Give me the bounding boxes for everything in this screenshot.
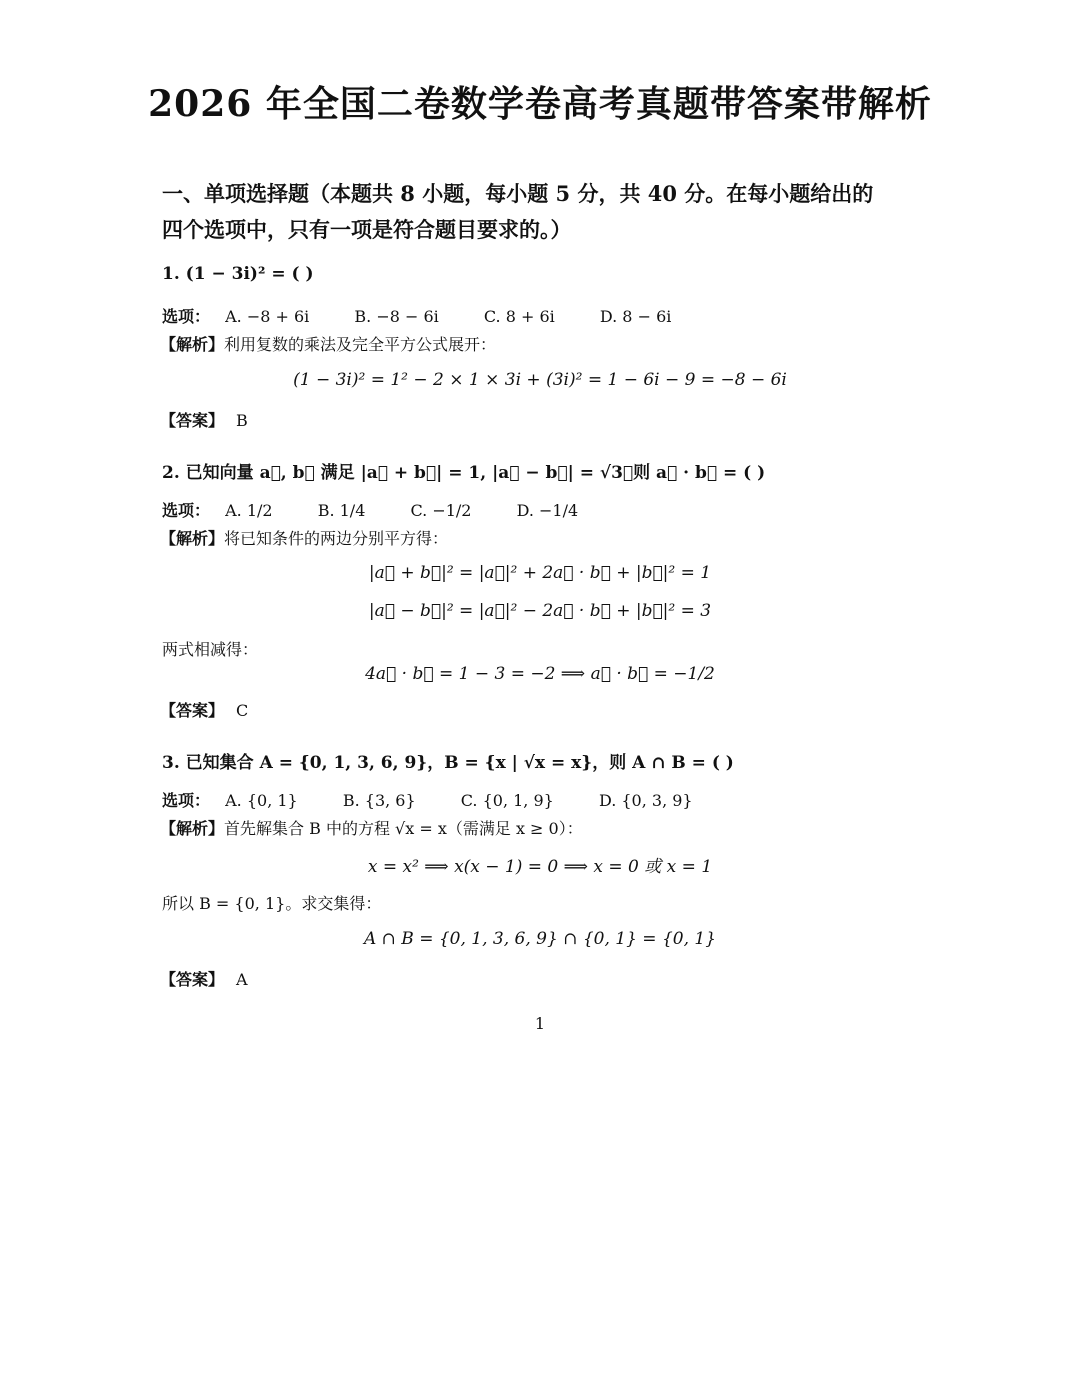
question-2-formula-1: |a⃗ + b⃗|² = |a⃗|² + 2a⃗ · b⃗ + |b⃗|² = 1	[368, 563, 712, 583]
option-a: A. {0, 1}	[225, 791, 298, 810]
answer-label: 【答案】	[160, 701, 225, 720]
question-3-stem: 3. 已知集合 A = {0, 1, 3, 6, 9}，B = {x | √x = x}，则 A ∩ B = ( )	[162, 753, 734, 773]
option-c: C. −1/2	[410, 501, 472, 520]
question-3-formula-1: x = x² ⟹ x(x − 1) = 0 ⟹ x = 0 或 x = 1	[367, 857, 713, 877]
page-number: 1	[534, 1014, 546, 1033]
question-1-formula: (1 − 3i)² = 1² − 2 × 1 × 3i + (3i)² = 1 − 6i − 9 = −8 − 6i	[293, 370, 787, 390]
option-b: B. 1/4	[317, 501, 366, 520]
question-2-stem: 2. 已知向量 a⃗, b⃗ 满足 |a⃗ + b⃗| = 1, |a⃗ − b⃗| = √3，则 a⃗ · b⃗ = ( )	[162, 463, 766, 483]
question-1-answer: 【答案】 B	[160, 411, 248, 430]
question-3-formula-2: A ∩ B = {0, 1, 3, 6, 9} ∩ {0, 1} = {0, 1}	[363, 929, 717, 949]
question-2-analysis: 【解析】将已知条件的两边分别平方得：	[160, 529, 449, 548]
options-label: 选项：	[162, 307, 211, 326]
section-heading-line-2: 四个选项中，只有一项是符合题目要求的。）	[162, 217, 572, 242]
analysis-label: 【解析】	[160, 819, 225, 838]
question-3-options	[162, 788, 733, 811]
question-2-options	[162, 498, 618, 521]
question-3-text: 所以 B = {0, 1}。求交集得：	[162, 894, 382, 913]
answer-label: 【答案】	[160, 411, 225, 430]
options-label: 选项：	[162, 791, 211, 810]
question-2-formula-2: |a⃗ − b⃗|² = |a⃗|² − 2a⃗ · b⃗ + |b⃗|² = 3	[368, 601, 712, 621]
page-title: 2026 年全国二卷数学卷高考真题带答案带解析	[148, 83, 932, 125]
option-d: D. {0, 3, 9}	[598, 791, 693, 810]
question-3-answer: 【答案】 A	[160, 970, 248, 989]
question-3-analysis: 【解析】首先解集合 B 中的方程 √x = x（需满足 x ≥ 0）：	[160, 819, 583, 838]
section-heading-line-1: 一、单项选择题（本题共 8 小题，每小题 5 分，共 40 分。在每小题给出的	[162, 181, 874, 206]
question-2-text: 两式相减得：	[162, 640, 259, 659]
analysis-label: 【解析】	[160, 529, 225, 548]
question-1-stem: 1. (1 − 3i)² = ( )	[162, 264, 314, 284]
question-1-analysis: 【解析】利用复数的乘法及完全平方公式展开：	[160, 335, 497, 354]
option-d: D. 8 − 6i	[599, 307, 672, 326]
option-b: B. {3, 6}	[342, 791, 416, 810]
option-c: C. {0, 1, 9}	[460, 791, 554, 810]
question-2-answer: 【答案】 C	[160, 701, 249, 720]
question-2-formula-3: 4a⃗ · b⃗ = 1 − 3 = −2 ⟹ a⃗ · b⃗ = −1/2	[365, 664, 715, 684]
analysis-label: 【解析】	[160, 335, 225, 354]
option-a: A. 1/2	[225, 501, 273, 520]
option-d: D. −1/4	[516, 501, 579, 520]
option-c: C. 8 + 6i	[483, 307, 555, 326]
question-1-options	[162, 304, 711, 327]
option-a: A. −8 + 6i	[225, 307, 310, 326]
option-b: B. −8 − 6i	[354, 307, 439, 326]
options-label: 选项：	[162, 501, 211, 520]
answer-label: 【答案】	[160, 970, 225, 989]
